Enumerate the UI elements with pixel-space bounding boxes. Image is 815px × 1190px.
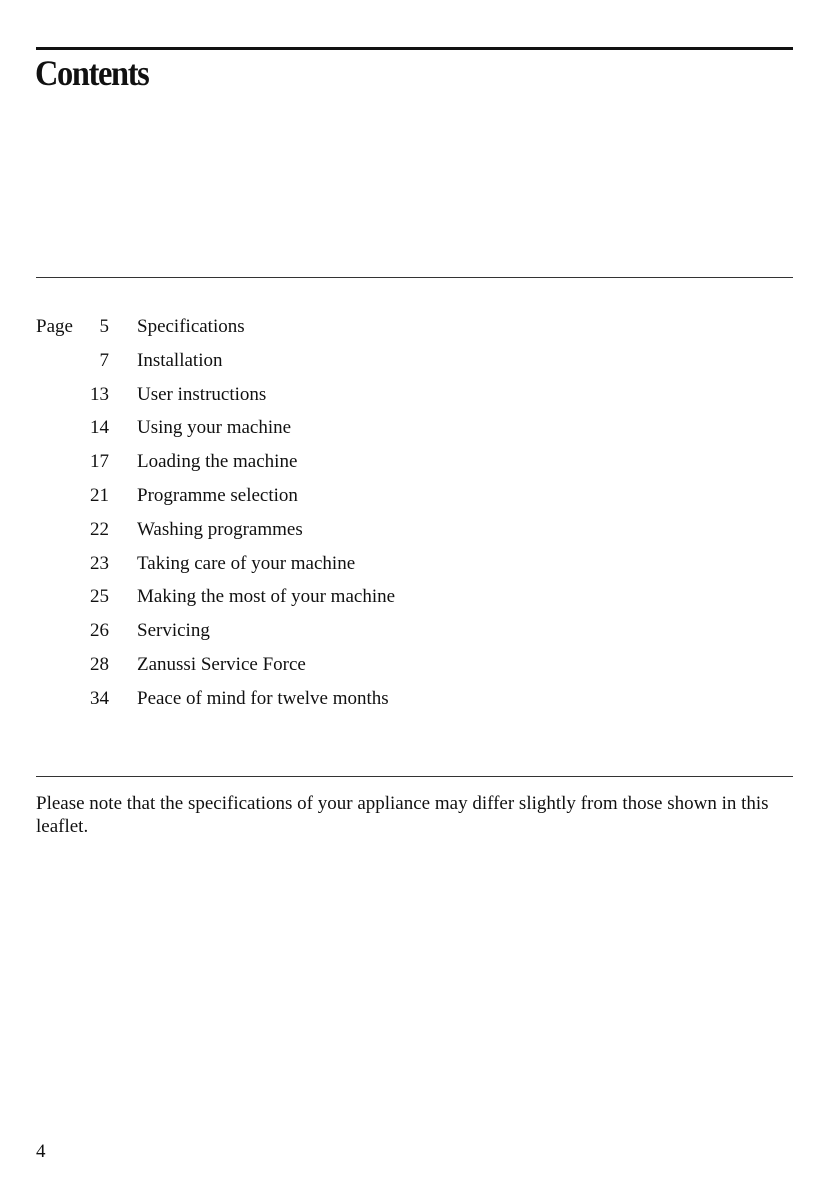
toc-entry-title: Specifications	[137, 316, 245, 337]
toc-entry-title: Servicing	[137, 620, 210, 642]
toc-entry	[36, 653, 395, 687]
toc-entry-title: Programme selection	[137, 484, 298, 506]
toc-page-number: 25	[90, 586, 109, 608]
toc-entry-title: Washing programmes	[137, 518, 303, 540]
toc-entry-title: Loading the machine	[137, 451, 298, 473]
toc-page-number: 17	[90, 451, 109, 473]
toc-entry-title: Installation	[137, 349, 223, 371]
page-title: Contents	[35, 53, 149, 93]
toc-entry	[36, 484, 395, 518]
toc-entry	[36, 619, 395, 653]
toc-page-number: 7	[99, 349, 109, 371]
toc-entry	[36, 315, 395, 349]
divider	[36, 776, 793, 777]
top-rule	[36, 47, 793, 50]
toc-entry-title: Making the most of your machine	[137, 586, 396, 608]
toc-entry-title: User instructions	[137, 383, 267, 405]
toc-entry-title: Zanussi Service Force	[137, 653, 306, 675]
toc-page-number: 13	[90, 383, 109, 405]
toc-entry	[36, 416, 395, 450]
toc-entry	[36, 450, 395, 484]
toc-entry-title: Using your machine	[137, 417, 292, 439]
toc-entry-title: Taking care of your machine	[137, 552, 356, 574]
toc-page-number: 5	[99, 316, 109, 337]
toc-entry-title: Peace of mind for twelve months	[137, 687, 389, 709]
toc-page-number: 23	[90, 552, 109, 574]
toc-entry	[36, 518, 395, 552]
toc-page-number: 34	[90, 687, 109, 709]
page-number: 4	[36, 1141, 46, 1162]
table-of-contents	[36, 315, 395, 721]
toc-page-number: 22	[90, 518, 109, 540]
toc-entry	[36, 687, 395, 721]
toc-entry	[36, 585, 395, 619]
toc-page-number: 21	[90, 484, 109, 506]
toc-page-number: 26	[90, 620, 109, 642]
page-label: Page	[36, 316, 73, 337]
toc-page-number: 14	[90, 417, 109, 439]
toc-page-number: 28	[90, 653, 109, 675]
divider	[36, 277, 793, 278]
toc-entry	[36, 349, 395, 383]
specifications-note: Please note that the specifications of your appliance may differ slightly from those shown in this leaflet.	[36, 793, 769, 837]
toc-entry	[36, 552, 395, 586]
toc-entry	[36, 383, 395, 417]
